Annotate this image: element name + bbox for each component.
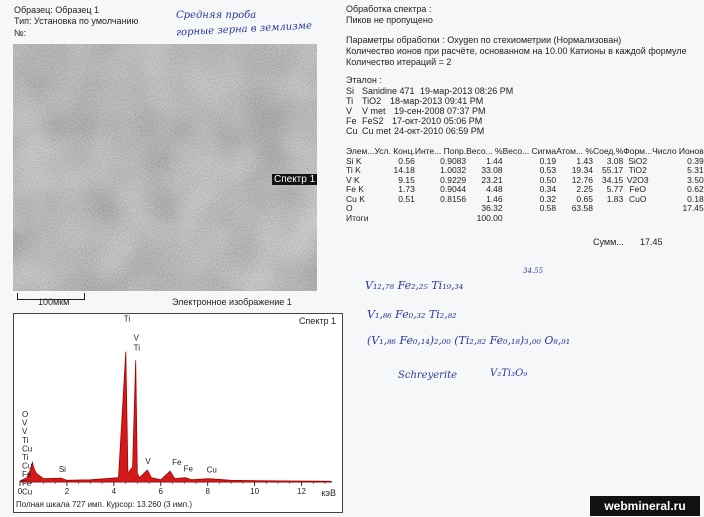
standard-date: 18-мар-2013 09:41 PM [390, 96, 484, 106]
scale-bar-label: 100мкм [38, 297, 70, 307]
standard-name: TiO2 [362, 96, 382, 106]
site-logo: webmineral.ru [590, 496, 700, 516]
results-cell: 5.31 [687, 165, 704, 175]
x-tick-label: 6 [158, 487, 163, 496]
iterations-line: Количество итераций = 2 [346, 57, 452, 67]
left-peak-label: Fe [22, 478, 32, 488]
results-cell: 0.39 [687, 155, 704, 166]
results-cell: Cu K [346, 193, 365, 204]
results-cell: 5.77 [606, 184, 624, 194]
peak-label: Fe [183, 464, 193, 474]
x-tick-label: 0 [17, 487, 23, 496]
results-cell: 55.17 [601, 165, 624, 175]
col-header: Форм... [623, 146, 653, 156]
results-table [346, 147, 704, 223]
results-cell [503, 214, 556, 224]
results-row [346, 195, 704, 205]
results-cell: TiO2 [628, 165, 647, 175]
spectrum-panel [13, 313, 343, 513]
sum-value: 17.45 [640, 237, 663, 247]
peak-label: V [133, 333, 139, 343]
results-cell [593, 204, 623, 214]
results-cell: 100.00 [476, 212, 503, 223]
results-cell: 0.18 [687, 193, 704, 204]
results-cell [374, 214, 414, 224]
results-cell: 0.62 [687, 184, 704, 194]
results-cell: 17.45 [682, 203, 704, 213]
handwritten-note-1: Средняя проба [176, 10, 257, 21]
electron-image-texture [13, 44, 317, 291]
left-peak-label: V [22, 427, 28, 437]
results-cell: FeO [629, 184, 646, 194]
results-cell [623, 214, 652, 224]
left-peak-label: Cu [22, 444, 33, 454]
results-cell: V2O3 [626, 174, 649, 185]
handwritten-small-note: 34.55 [523, 267, 544, 275]
col-header: Весо... Сигма [502, 146, 557, 156]
standard-name: Sanidine 471 [362, 86, 415, 96]
spectrum-footer: Полная шкала 727 имп. Курсор: 13.260 (3 имп.) [16, 500, 192, 509]
left-peak-label: Ti [22, 435, 29, 445]
col-header: Атом... % [556, 146, 593, 156]
peak-label: Cu [206, 465, 217, 475]
standard-name: V met [362, 106, 386, 116]
left-peak-label: Ti [22, 453, 29, 462]
results-cell: 0.9044 [440, 184, 467, 194]
col-header: Усл. Конц. [374, 146, 415, 156]
results-cell: Si K [346, 155, 362, 166]
results-cell: 0.32 [539, 193, 557, 204]
results-cell [556, 214, 593, 224]
peak-label: V [145, 457, 151, 467]
left-peak-label: Fe [22, 470, 32, 480]
results-cell: O [346, 203, 353, 213]
ions-line: Количество ионов при расчёте, основанном на 10.00 Катионы в каждой формуле [346, 46, 687, 56]
standard-element: V [346, 106, 353, 116]
results-cell: 3.50 [687, 174, 704, 185]
results-cell: 1.43 [576, 155, 593, 166]
results-cell: 1.0032 [440, 165, 467, 175]
results-cell [415, 214, 466, 224]
results-cell: Fe K [346, 184, 364, 194]
col-header: Соед.% [592, 146, 624, 156]
results-cell: 0.19 [539, 155, 557, 166]
results-cell: 63.58 [571, 203, 593, 213]
x-tick-label: 12 [297, 487, 306, 496]
processing-label: Обработка спектра : [346, 4, 432, 14]
image-caption: Электронное изображение 1 [172, 297, 292, 307]
results-row [346, 204, 704, 214]
left-peak-label: Cu [22, 487, 33, 497]
handwritten-formula-1: V₁₂,₇₈ Fe₂,₂₅ Ti₁₉,₃₄ [365, 279, 464, 292]
results-cell: CuO [628, 193, 647, 204]
sum-label: Сумм... [593, 237, 624, 247]
results-cell [623, 204, 652, 214]
results-cell [593, 214, 623, 224]
standard-name: FeS2 [362, 116, 384, 126]
results-cell: 0.50 [539, 174, 557, 185]
params-line: Параметры обработки : Oxygen по стехиометрии (Нормализован) [346, 35, 622, 45]
standard-element: Si [346, 86, 355, 96]
x-tick-label: 4 [111, 487, 117, 496]
results-cell: V K [346, 174, 360, 185]
handwritten-mineral-name: Schreyerite [398, 370, 458, 381]
spectrum-marker[interactable]: Спектр 1 [274, 174, 316, 185]
handwritten-note-2: горные зерна в землизме [175, 20, 313, 39]
results-cell: Ti K [346, 165, 361, 175]
results-cell: 9.15 [398, 174, 415, 185]
x-tick-label: 8 [205, 487, 210, 496]
results-cell: 33.08 [481, 165, 503, 175]
results-cell: 0.9083 [440, 155, 467, 166]
standard-element: Fe [346, 116, 357, 126]
results-cell: Итоги [346, 212, 369, 223]
spectrum-title: Спектр 1 [298, 316, 336, 326]
col-header: Весо... % [466, 146, 503, 156]
results-cell [374, 204, 414, 214]
standard-label: Эталон : [346, 75, 382, 85]
handwritten-formula-3: (V₁,₈₆ Fe₀,₁₄)₂,₀₀ (Ti₂,₈₂ Fe₀,₁₈)₃,₀₀ O₈,₉₁ [367, 334, 571, 347]
x-tick-label: 10 [250, 487, 260, 496]
results-cell: 0.58 [539, 203, 557, 213]
col-header: Элем... [346, 146, 375, 156]
x-tick-label: 2 [64, 487, 70, 496]
standard-date: 17-окт-2010 05:06 PM [392, 116, 483, 126]
col-header: Инте... Попр. [414, 146, 467, 156]
results-cell: 14.18 [393, 165, 415, 175]
results-cell: 34.15 [601, 174, 624, 185]
peak-label: Ti [123, 314, 131, 324]
results-cell: 0.9229 [440, 174, 467, 185]
left-peak-label: Cu [22, 461, 33, 471]
standard-date: 19-сен-2008 07:37 PM [394, 106, 486, 116]
results-cell: 0.65 [576, 193, 593, 204]
peak-label: Si [58, 465, 66, 475]
results-cell: 0.53 [539, 165, 557, 175]
results-cell: 0.51 [398, 193, 415, 204]
standard-element: Ti [346, 96, 354, 106]
results-cell: 2.25 [576, 184, 593, 194]
processing-value: Пиков не пропущено [346, 15, 433, 25]
results-cell: 19.34 [571, 165, 593, 175]
results-cell [415, 204, 466, 214]
handwritten-mineral-formula: V₂Ti₃O₉ [490, 368, 528, 379]
type-line: Тип: Установка по умолчанию [14, 16, 139, 26]
results-cell: 0.34 [539, 184, 557, 194]
standard-date: 24-окт-2010 06:59 PM [394, 126, 485, 136]
x-unit: кэВ [321, 488, 336, 498]
electron-image [13, 44, 317, 291]
standard-date: 19-мар-2013 08:26 PM [420, 86, 514, 96]
sample-line: Образец: Образец 1 [14, 5, 100, 15]
results-cell: 0.8156 [440, 193, 467, 204]
results-cell: 1.83 [606, 193, 624, 204]
results-row [346, 214, 704, 224]
results-cell: 12.76 [571, 174, 593, 185]
results-cell: 1.44 [486, 155, 503, 166]
left-peak-label: V [22, 418, 28, 428]
handwritten-formula-2: V₁,₈₆ Fe₀,₃₂ Ti₂,₈₂ [367, 308, 457, 321]
results-cell: 0.56 [398, 155, 415, 166]
standard-name: Cu met [362, 126, 392, 136]
number-label: №: [14, 28, 27, 38]
spectrum-plot [14, 314, 342, 512]
results-cell [652, 214, 704, 224]
results-cell: 1.73 [398, 184, 415, 194]
peak-label: Fe [172, 458, 182, 468]
results-cell: 3.08 [606, 155, 624, 166]
peak-label: Ti [133, 343, 141, 353]
results-cell: SiO2 [628, 155, 648, 166]
results-cell: 23.21 [481, 174, 503, 185]
results-cell: 4.48 [486, 184, 503, 194]
standard-element: Cu [346, 126, 358, 136]
results-cell: 36.32 [481, 203, 503, 213]
left-peak-label: O [22, 410, 29, 419]
col-header: Число Ионов [652, 146, 704, 156]
results-cell: 1.46 [486, 193, 503, 204]
